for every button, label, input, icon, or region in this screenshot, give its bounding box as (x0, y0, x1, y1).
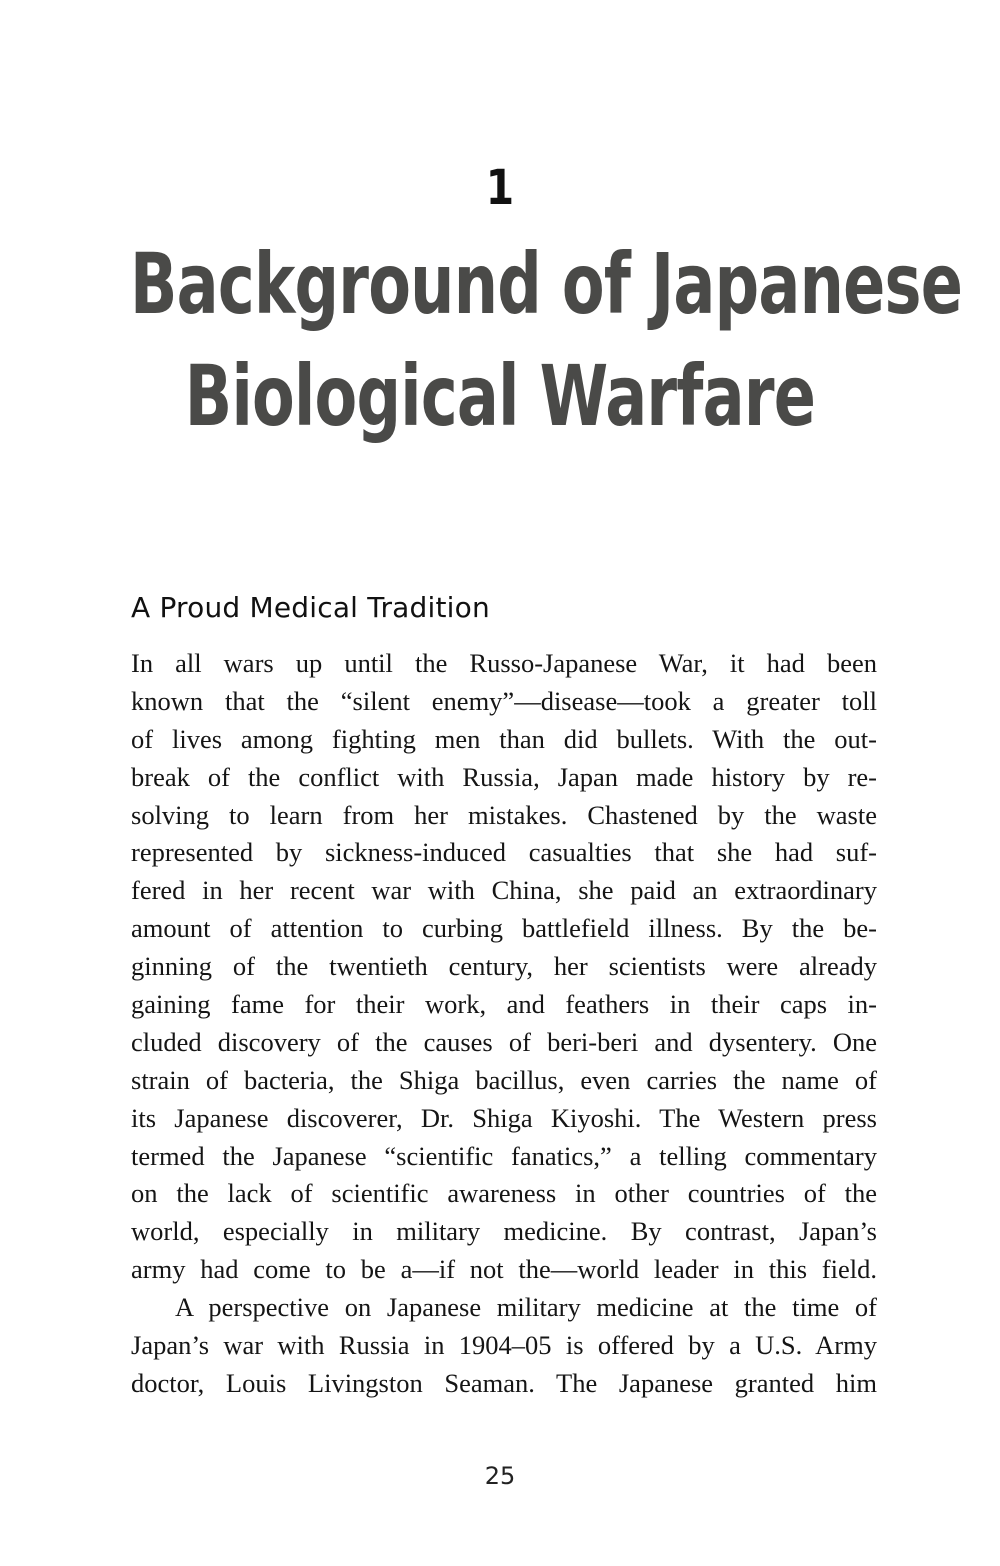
text-line: its Japanese discoverer, Dr. Shiga Kiyoshi. The Western press (131, 1102, 877, 1133)
text-line: of lives among fighting men than did bullets. With the out- (131, 723, 877, 754)
text-line: world, especially in military medicine. By contrast, Japan’s (131, 1216, 877, 1247)
chapter-title-line: Biological Warfare (184, 347, 816, 445)
body-text (131, 645, 877, 1403)
text-line: army had come to be a—if not the—world leader in this field. (131, 1254, 877, 1285)
text-line: known that the “silent enemy”—disease—took a greater toll (131, 685, 877, 716)
page-number: 25 (484, 1462, 516, 1490)
text-line: cluded discovery of the causes of beri-beri and dysentery. One (131, 1026, 877, 1057)
text-line: fered in her recent war with China, she paid an extraordinary (131, 875, 877, 906)
chapter-title (0, 228, 1000, 452)
text-line: represented by sickness-induced casualties that she had suf- (131, 837, 877, 868)
text-line: gaining fame for their work, and feathers in their caps in- (131, 989, 877, 1020)
text-line: termed the Japanese “scientific fanatics,” a telling commentary (131, 1140, 877, 1171)
text-line: In all wars up until the Russo-Japanese War, it had been (131, 648, 877, 678)
text-line: on the lack of scientific awareness in other countries of the (131, 1178, 877, 1209)
text-line: A perspective on Japanese military medicine at the time of (175, 1292, 877, 1323)
chapter-number: 1 (485, 160, 515, 216)
text-line: solving to learn from her mistakes. Chastened by the waste (131, 799, 877, 830)
text-line: doctor, Louis Livingston Seaman. The Japanese granted him (131, 1367, 877, 1398)
chapter-title-line: Background of Japanese (130, 235, 963, 333)
text-line: ginning of the twentieth century, her scientists were already (131, 951, 877, 982)
section-heading: A Proud Medical Tradition (131, 591, 490, 624)
text-line: break of the conflict with Russia, Japan made history by re- (131, 761, 877, 792)
text-line: strain of bacteria, the Shiga bacillus, even carries the name of (131, 1064, 877, 1095)
text-line: Japan’s war with Russia in 1904–05 is offered by a U.S. Army (131, 1330, 877, 1361)
text-line: amount of attention to curbing battlefield illness. By the be- (131, 913, 877, 944)
